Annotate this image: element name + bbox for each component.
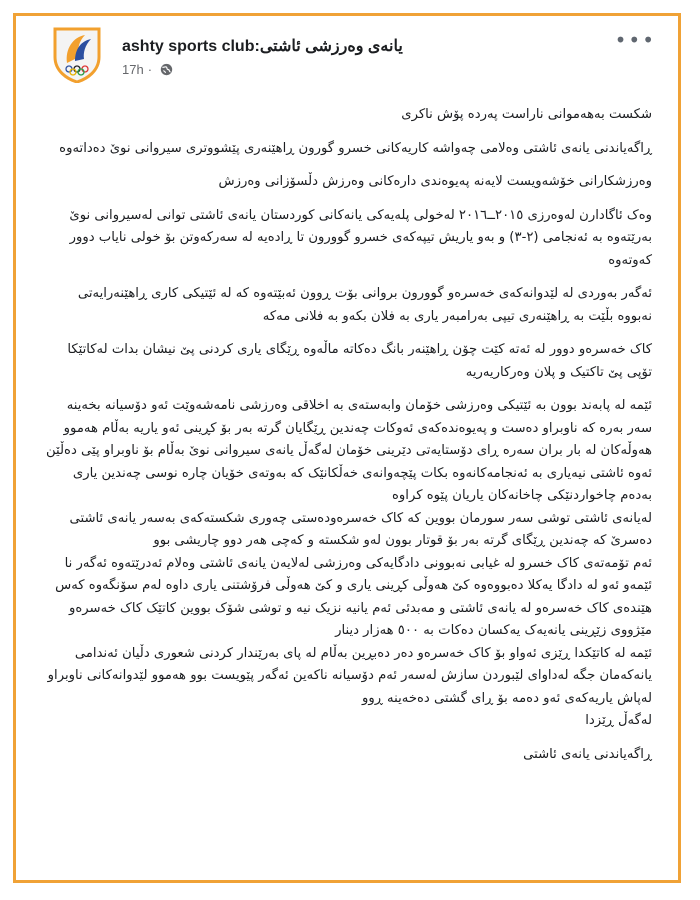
post-paragraph: لەیانەی ئاشتی توشی سەر سورمان بووین کە کاک خەسرەودەستی چەوری شکستەکەی بەسەر یانەی ئاشتی دەسرێ کە چەندین ڕێگای گرتە بەر بۆ قوتار بوون لەو شکستە و کەچی هەر دوو چاریشی بوو: [69, 510, 652, 548]
post-signature: ڕاگەیاندنی یانەی ئاشتی: [523, 746, 652, 762]
post-time[interactable]: 17h: [122, 62, 144, 77]
post-paragraph: ئەم تۆمەتەی کاک خسرو لە غیابی نەبوونی دادگایەکی وەرزشی لەلایەن یانەی ئاشتی وەلام ئەدرێتەوە ئەگەر نا ئێمەو ئەو لە دادگا یەکلا دەبووەوە کێ هەوڵی کڕینی یاری و کێ هەوڵی فرۆشتنی یاری داوە لەم سۆنگەوە کەس هێندەی کاک خەسرەو لە یانەی ئاشتی و مەبدئی ئەم یانیە نزیک نیە و توشی شۆک بووین کاتێک کاک خەسرەو مێژووی زێڕینی یانەیەک یەکسان دەکات بە ٥٠٠ هەزار دینار: [55, 555, 652, 638]
post-body: [44, 104, 652, 777]
post-paragraph: ئەگەر بەوردی لە لێدوانەکەی خەسرەو گوورون بروانی بۆت ڕوون ئەبێتەوە کە لە ئێتیکی کاری ڕاهێنەرایەتی نەبووە بڵێت بە ڕاهێنەری تیپی بەرامبەر یاری بە فلان بکەو بە فلانی مەکە: [77, 286, 652, 324]
post-paragraph: ئێمە لە کاتێکدا ڕێزی ئەواو بۆ کاک خەسرەو دەر دەبڕین بەڵام لە پای بەرێندار کردنی شعوری دڵیان ئەندامی یانەکەمان جگە لەداوای لێبوردن سازش لەسەر ئەم دۆسیانە ناکەین ئەگەر پێویست بوو هەموو لێدوانەکانی ناوبراو لەپاش یاریەکەی ئەو دەمە بۆ ڕای گشتی دەخەینە ڕوو: [47, 645, 652, 706]
post-header: [16, 16, 678, 96]
page-name-link[interactable]: ashty sports club:یانەی وەرزشی ئاشتی: [122, 38, 403, 55]
more-options-icon[interactable]: •••: [614, 28, 656, 52]
post-meta: 17h ·: [122, 62, 173, 77]
post-paragraph: ئەوە ئاشتی نیەیاری بە ئەنجامەکانەوە بکات پێچەوانەی خەڵکانێک کە بەوتەی خۆیان چارە نوسی چەندین یاری بەدەم چاخواردنێکی چاخانەکان یاریان پێوە کراوە: [72, 465, 652, 503]
post-paragraph: کاک خەسرەو دوور لە ئەتە کێت چۆن ڕاهێنەر بانگ دەکاتە ماڵەوە ڕێگای یاری کردنی پێ نیشان بدات لەکاتێکا تۆپی پێ تاکتیک و پلان وەرکاریەریە: [67, 342, 652, 380]
post-paragraph: وەرزشکارانی خۆشەویست لایەنە پەیوەندی دارەکانی وەرزش دڵسۆزانی وەرزش: [218, 174, 652, 189]
club-logo[interactable]: [51, 25, 103, 83]
post-paragraph: ئێمە لە پابەند بوون بە ئێتیکی وەرزشی خۆمان وابەستەی بە اخلاقی وەرزشی نامەشەوێت ئەو دۆسیانە بخەینە سەر بەرە کە ناوبراو دەست و پەیوەندەکەی ئەوکات چەندین ڕێگایان گرتە بەر بۆ کڕینی ئەو یاریە بەڵام هەموو هەوڵەکان لە بار بران سەرە ڕای دۆستایەتی دێرینی خۆمان لەگەڵ یانەی سیروانی نوێ بەڵام بۆ ناوبراو پێی دەڵێن: [46, 398, 652, 458]
post-paragraph: شکست بەهەموانی ناراست پەردە پۆش ناکری: [401, 107, 652, 122]
post-paragraph: ڕاگەیاندنی یانەی ئاشتی وەلامی چەواشە کاریەکانی خسرو گورون ڕاهێنەری پێشووتری سیروانی نوێ دەداتەوە: [59, 140, 652, 156]
globe-icon: [160, 63, 173, 76]
post-paragraph: وەک ئاگادارن لەوەرزی ٢٠١٥ــ٢٠١٦ لەخولی پلەیەکی یانەکانی کوردستان یانەی ئاشتی توانی لەسیروانی نوێ بەرێتەوە بە ئەنجامی (٢-٣) و بەو یاریش تیپەکەی خسرو گوورون تا ڕادەیە لە سەرکەوتن بۆ خولی نایاب دوور کەوتەوە: [69, 207, 652, 268]
facebook-post-card: [13, 13, 681, 883]
post-closing: لەگەڵ ڕێزدا: [585, 713, 652, 728]
